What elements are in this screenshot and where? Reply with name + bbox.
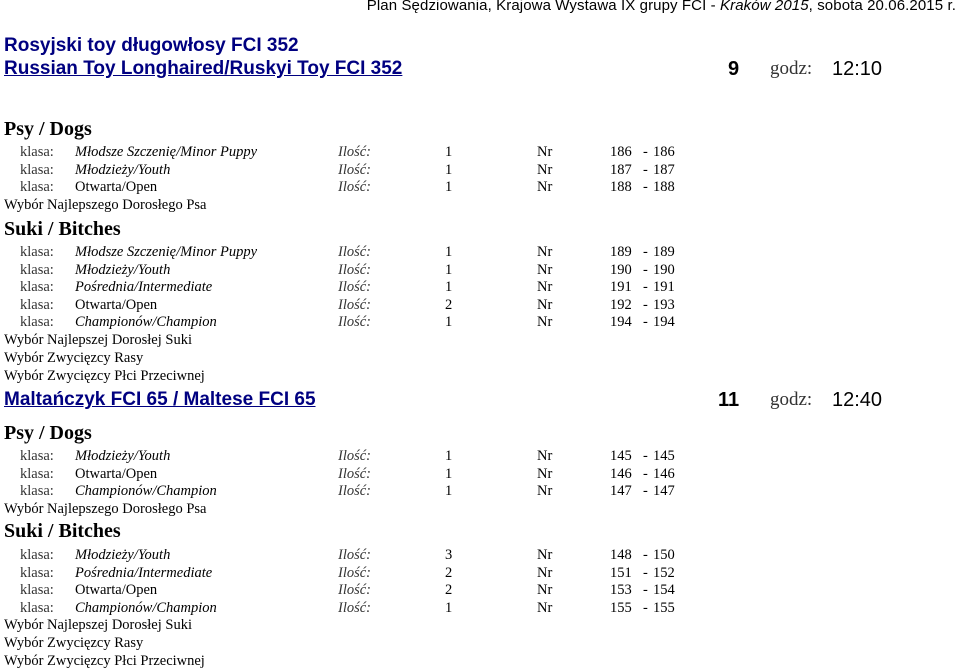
ilosc-label: Ilość: <box>338 279 372 295</box>
award-label: Wybór Najlepszego Dorosłego Psa <box>4 501 207 517</box>
number-from: 148 <box>610 547 632 563</box>
ilosc-label: Ilość: <box>338 314 372 330</box>
group-title-dogs: Psy / Dogs <box>4 118 92 140</box>
klasa-label: klasa: <box>20 448 54 464</box>
class-name: Młodzieży/Youth <box>75 161 171 178</box>
entry-count: 1 <box>445 279 453 295</box>
class-row <box>0 296 960 314</box>
entry-count: 1 <box>445 244 453 260</box>
number-from: 189 <box>610 244 632 260</box>
ilosc-label: Ilość: <box>338 296 372 313</box>
header-text-2: Kraków 2015 <box>720 0 809 14</box>
nr-label: Nr <box>537 448 553 464</box>
nr-label: Nr <box>537 179 553 195</box>
time-label: godz: <box>770 58 813 79</box>
ilosc-label: Ilość: <box>338 599 372 616</box>
range-dash: - <box>643 144 648 160</box>
nr-label: Nr <box>537 465 553 482</box>
number-to: 145 <box>653 448 675 464</box>
ilosc-label: Ilość: <box>338 144 372 160</box>
klasa-label: klasa: <box>20 314 54 330</box>
breed-title-pl: Rosyjski toy długowłosy FCI 352 <box>4 35 299 56</box>
klasa-label: klasa: <box>20 261 54 278</box>
ilosc-label: Ilość: <box>338 179 372 195</box>
ilosc-label: Ilość: <box>338 564 372 581</box>
number-to: 189 <box>653 244 675 260</box>
entry-count: 2 <box>445 564 453 581</box>
ilosc-label: Ilość: <box>338 547 372 563</box>
number-to: 194 <box>653 314 675 330</box>
number-to: 150 <box>653 547 675 563</box>
nr-label: Nr <box>537 483 553 499</box>
entry-count: 1 <box>445 261 453 278</box>
class-row <box>0 465 960 483</box>
entry-count: 2 <box>445 296 453 313</box>
class-name: Championów/Champion <box>75 483 217 499</box>
ring-number: 9 <box>728 58 740 80</box>
number-from: 147 <box>610 483 632 499</box>
award-label: Wybór Zwycięzcy Płci Przeciwnej <box>4 653 205 669</box>
nr-label: Nr <box>537 296 553 313</box>
range-dash: - <box>643 296 648 313</box>
entry-count: 3 <box>445 547 453 563</box>
range-dash: - <box>643 279 648 295</box>
nr-label: Nr <box>537 144 553 160</box>
number-from: 192 <box>610 296 632 313</box>
klasa-label: klasa: <box>20 279 54 295</box>
ilosc-label: Ilość: <box>338 483 372 499</box>
ilosc-label: Ilość: <box>338 261 372 278</box>
range-dash: - <box>643 582 648 598</box>
number-from: 194 <box>610 314 632 330</box>
number-from: 146 <box>610 465 632 482</box>
klasa-label: klasa: <box>20 599 54 616</box>
class-name: Championów/Champion <box>75 599 217 616</box>
nr-label: Nr <box>537 564 553 581</box>
class-row <box>0 599 960 617</box>
number-to: 154 <box>653 582 675 598</box>
class-name: Młodsze Szczenię/Minor Puppy <box>75 144 258 160</box>
nr-label: Nr <box>537 599 553 616</box>
nr-label: Nr <box>537 279 553 295</box>
class-name: Młodzieży/Youth <box>75 448 171 464</box>
range-dash: - <box>643 261 648 278</box>
range-dash: - <box>643 161 648 178</box>
klasa-label: klasa: <box>20 144 54 160</box>
nr-label: Nr <box>537 244 553 260</box>
ilosc-label: Ilość: <box>338 582 372 598</box>
klasa-label: klasa: <box>20 161 54 178</box>
number-to: 187 <box>653 161 675 178</box>
nr-label: Nr <box>537 314 553 330</box>
class-row <box>0 447 960 465</box>
entry-count: 1 <box>445 483 453 499</box>
class-row <box>0 161 960 179</box>
entry-count: 1 <box>445 465 453 482</box>
range-dash: - <box>643 448 648 464</box>
nr-label: Nr <box>537 547 553 563</box>
class-row <box>0 564 960 582</box>
class-name: Otwarta/Open <box>75 296 158 313</box>
nr-label: Nr <box>537 582 553 598</box>
award-label: Wybór Najlepszej Dorosłej Suki <box>4 617 192 633</box>
klasa-label: klasa: <box>20 547 54 563</box>
breed-title-en: Russian Toy Longhaired/Ruskyi Toy FCI 352 <box>4 58 403 79</box>
range-dash: - <box>643 599 648 616</box>
class-name: Młodsze Szczenię/Minor Puppy <box>75 244 258 260</box>
time-value: 12:40 <box>832 389 883 411</box>
range-dash: - <box>643 179 648 195</box>
number-to: 152 <box>653 564 675 581</box>
class-name: Młodzieży/Youth <box>75 261 171 278</box>
number-from: 153 <box>610 582 632 598</box>
number-from: 151 <box>610 564 632 581</box>
range-dash: - <box>643 564 648 581</box>
class-name: Pośrednia/Intermediate <box>75 279 213 295</box>
page-header <box>367 0 956 15</box>
number-from: 155 <box>610 599 632 616</box>
class-row <box>0 178 960 196</box>
number-to: 188 <box>653 179 675 195</box>
range-dash: - <box>643 314 648 330</box>
number-to: 186 <box>653 144 675 160</box>
class-name: Championów/Champion <box>75 314 217 330</box>
class-name: Otwarta/Open <box>75 179 158 195</box>
time-value: 12:10 <box>832 58 883 80</box>
class-row <box>0 482 960 500</box>
header-text-1: Plan Sędziowania, Krajowa Wystawa IX grupy FCI - <box>366 0 721 14</box>
number-to: 146 <box>653 465 675 482</box>
breed-title: Maltańczyk FCI 65 / Maltese FCI 65 <box>4 389 316 410</box>
number-from: 191 <box>610 279 632 295</box>
class-row <box>0 243 960 261</box>
class-row <box>0 143 960 161</box>
number-from: 188 <box>610 179 632 195</box>
range-dash: - <box>643 465 648 482</box>
class-row <box>0 278 960 296</box>
range-dash: - <box>643 547 648 563</box>
range-dash: - <box>643 244 648 260</box>
entry-count: 1 <box>445 314 453 330</box>
entry-count: 1 <box>445 144 453 160</box>
group-title-bitches: Suki / Bitches <box>4 520 121 542</box>
klasa-label: klasa: <box>20 582 54 598</box>
entry-count: 1 <box>445 599 453 616</box>
ilosc-label: Ilość: <box>338 161 372 178</box>
class-name: Młodzieży/Youth <box>75 547 171 563</box>
klasa-label: klasa: <box>20 244 54 260</box>
class-name: Otwarta/Open <box>75 465 158 482</box>
klasa-label: klasa: <box>20 564 54 581</box>
header-text-3: , sobota 20.06.2015 r. <box>808 0 956 14</box>
group-title-dogs: Psy / Dogs <box>4 422 92 444</box>
time-label: godz: <box>770 389 813 410</box>
class-row <box>0 546 960 564</box>
entry-count: 2 <box>445 582 453 598</box>
group-title-bitches: Suki / Bitches <box>4 218 121 240</box>
ilosc-label: Ilość: <box>338 465 372 482</box>
nr-label: Nr <box>537 161 553 178</box>
award-label: Wybór Zwycięzcy Rasy <box>4 635 144 651</box>
class-row <box>0 581 960 599</box>
class-name: Otwarta/Open <box>75 582 158 598</box>
range-dash: - <box>643 483 648 499</box>
entry-count: 1 <box>445 161 453 178</box>
award-label: Wybór Najlepszej Dorosłej Suki <box>4 332 192 348</box>
class-row <box>0 261 960 279</box>
entry-count: 1 <box>445 179 453 195</box>
ilosc-label: Ilość: <box>338 244 372 260</box>
number-to: 193 <box>653 296 675 313</box>
ring-number: 11 <box>718 389 740 411</box>
number-from: 187 <box>610 161 632 178</box>
number-to: 191 <box>653 279 675 295</box>
award-label: Wybór Zwycięzcy Płci Przeciwnej <box>4 368 205 384</box>
award-label: Wybór Zwycięzcy Rasy <box>4 350 144 366</box>
class-name: Pośrednia/Intermediate <box>75 564 213 581</box>
number-from: 190 <box>610 261 632 278</box>
nr-label: Nr <box>537 261 553 278</box>
klasa-label: klasa: <box>20 296 54 313</box>
number-to: 155 <box>653 599 675 616</box>
number-to: 190 <box>653 261 675 278</box>
number-from: 186 <box>610 144 632 160</box>
class-row <box>0 313 960 331</box>
ilosc-label: Ilość: <box>338 448 372 464</box>
number-to: 147 <box>653 483 675 499</box>
number-from: 145 <box>610 448 632 464</box>
award-label: Wybór Najlepszego Dorosłego Psa <box>4 197 207 213</box>
klasa-label: klasa: <box>20 483 54 499</box>
klasa-label: klasa: <box>20 465 54 482</box>
entry-count: 1 <box>445 448 453 464</box>
klasa-label: klasa: <box>20 179 54 195</box>
